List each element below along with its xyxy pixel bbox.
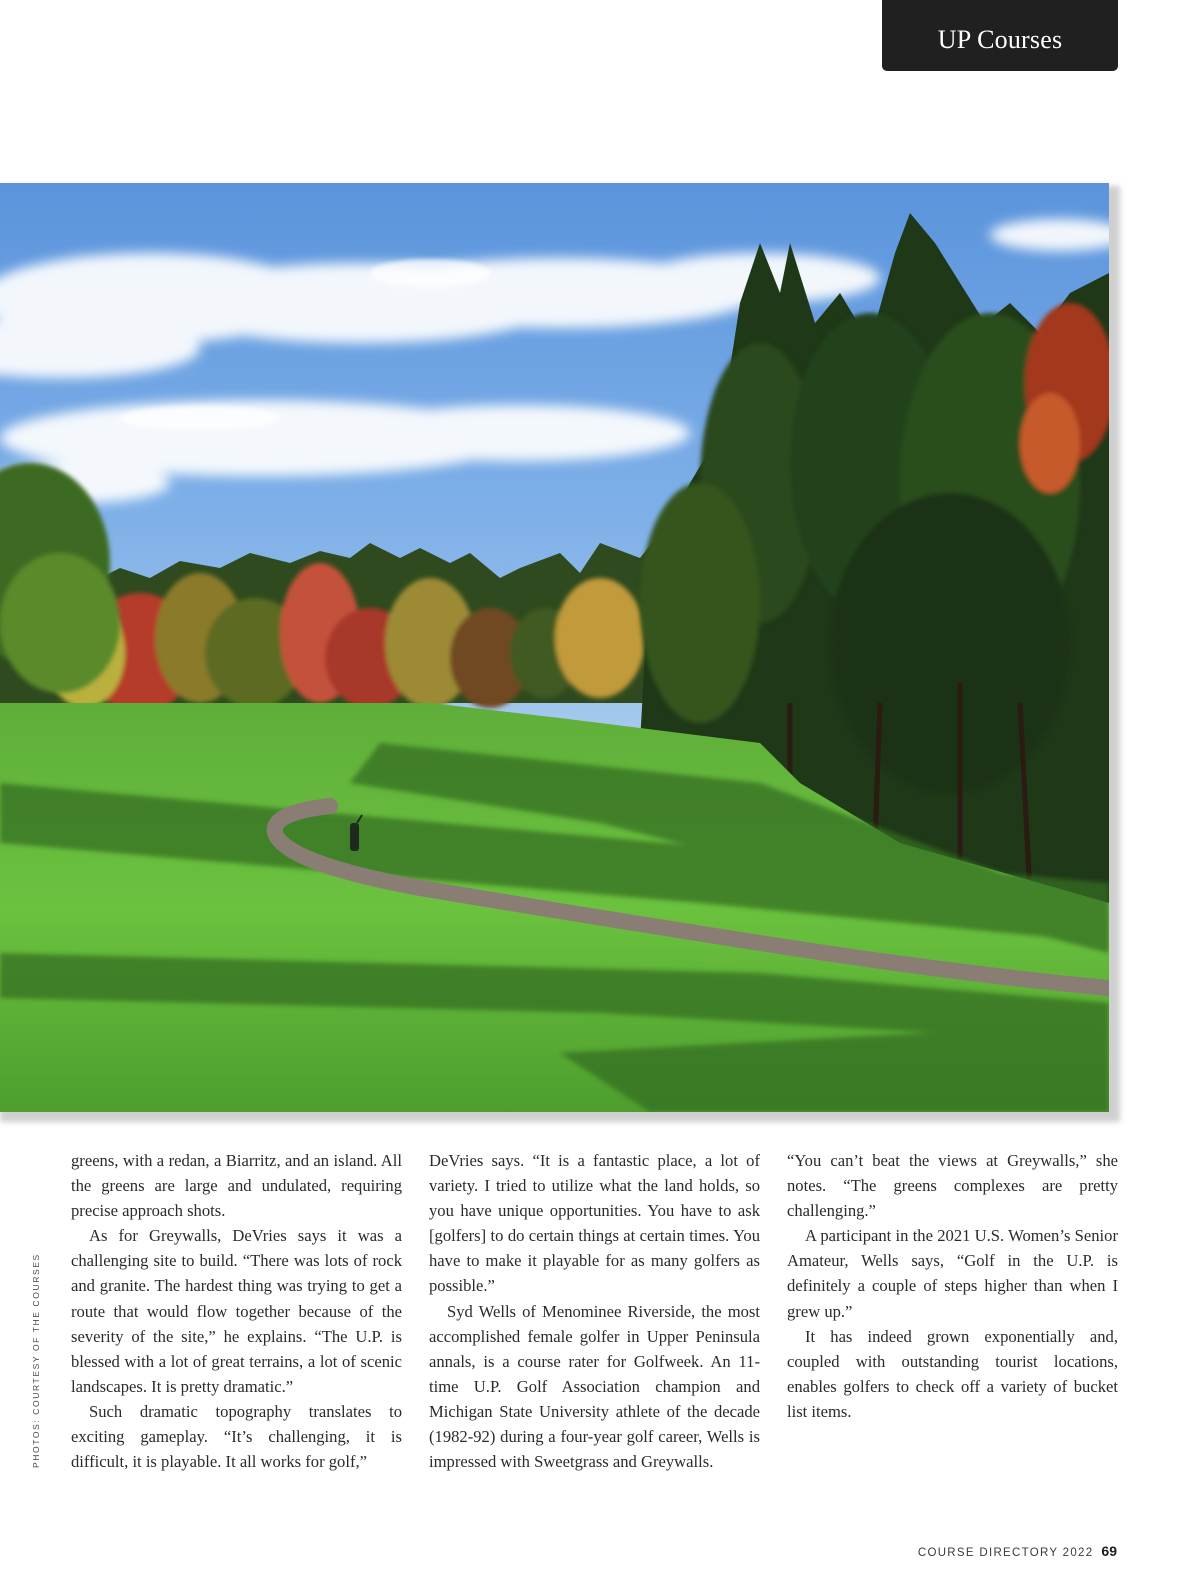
article-column-2 — [429, 1148, 760, 1474]
paragraph: It has indeed grown exponentially and, coupled with outstanding tourist locations, enables golfers to check off a variety of bucket list items. — [787, 1326, 1118, 1421]
article-column-3 — [787, 1148, 1118, 1424]
page-footer — [918, 1543, 1117, 1559]
page-number: 69 — [1101, 1543, 1117, 1559]
paragraph: “You can’t beat the views at Greywalls,” she notes. “The greens complexes are pretty challenging.” — [787, 1151, 1118, 1221]
golf-course-photo — [0, 183, 1109, 1112]
paragraph: DeVries says. “It is a fantastic place, a lot of variety. I tried to utilize what the land holds, so you have unique opportunities. You have to ask [golfers] to do certain things at certain times. You have to make it playable for as many golfers as possible.” — [429, 1151, 760, 1296]
section-title: UP Courses — [937, 24, 1063, 54]
paragraph: greens, with a redan, a Biarritz, and an island. All the greens are large and undulated, requiring precise approach shots. — [71, 1151, 402, 1221]
publication-name: COURSE DIRECTORY 2022 — [917, 1547, 1094, 1559]
section-tab — [882, 0, 1118, 71]
article-column-1 — [71, 1148, 402, 1474]
paragraph: As for Greywalls, DeVries says it was a challenging site to build. “There was lots of rock and granite. The hardest thing was trying to get a route that would flow together because of the severity of the site,” he explains. “The U.P. is blessed with a lot of great terrains, a lot of scenic landscapes. It is pretty dramatic.” — [71, 1226, 402, 1396]
photo-credit: PHOTOS: COURTESY OF THE COURSES — [31, 1253, 41, 1468]
paragraph: Syd Wells of Menominee Riverside, the most accomplished female golfer in Upper Peninsula annals, is a course rater for Golfweek. An 11-time U.P. Golf Association champion and Michigan State University athlete of the decade (1982-92) during a four-year golf career, Wells is impressed with Sweetgrass and Greywalls. — [429, 1301, 760, 1472]
paragraph: Such dramatic topography translates to exciting gameplay. “It’s challenging, it is difficult, it is playable. It all works for golf,” — [71, 1401, 402, 1472]
paragraph: A participant in the 2021 U.S. Women’s Senior Amateur, Wells says, “Golf in the U.P. is definitely a couple of steps higher than when I grew up.” — [787, 1226, 1118, 1321]
